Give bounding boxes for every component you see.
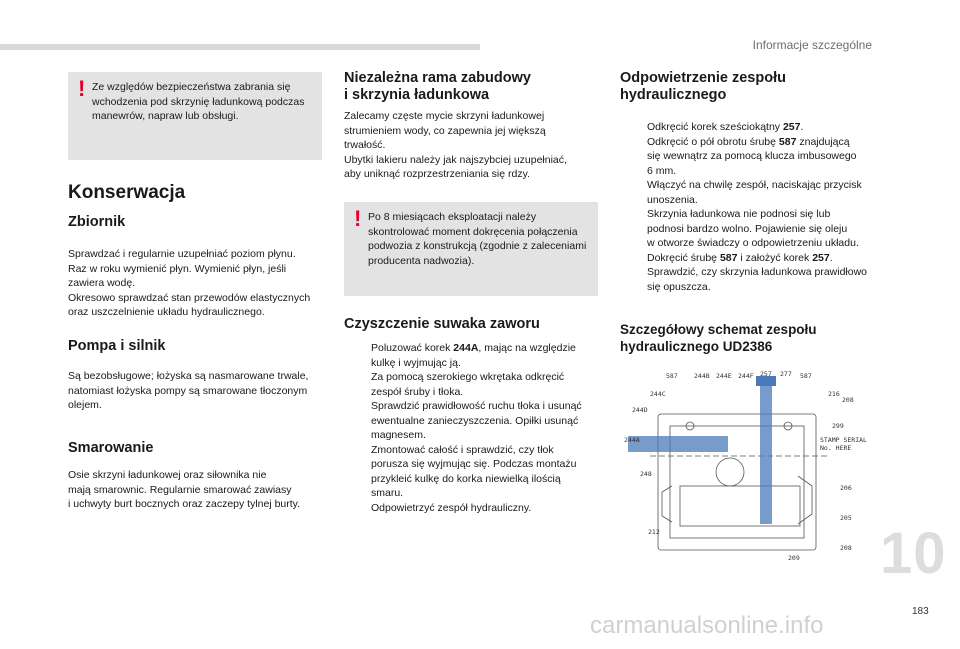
list-item: Włączyć na chwilę zespół, naciskając przycisk unoszenia. [647,179,862,206]
warning-box-torque [344,202,598,296]
paragraph-pompa: Są bezobsługowe; łożyska są nasmarowane trwale, natomiast łożyska pompy są smarowane tłoczonym olejem. [68,370,309,411]
list-item: Odpowietrzyć zespół hydrauliczny. [371,501,532,514]
warning-text: Po 8 miesiącach eksploatacji należy skontrolować moment dokręcenia połączenia podwozia z konstrukcją (zgodnie z zaleceniami producenta nadwozia). [368,211,587,267]
thread-left [662,486,672,522]
heading-rama: Niezależna rama zabudowy i skrzynia ładunkowa [344,70,531,103]
warning-box-safety [68,72,322,160]
heading-schemat: Szczegółowy schemat zespołu hydraulicznego UD2386 [620,322,817,354]
label-244A: 244A [624,436,640,444]
warning-icon: ! [354,206,362,231]
label-244C: 244C [650,390,666,398]
label-206: 206 [840,484,852,492]
warning-text: Ze względów bezpieczeństwa zabrania się wchodzenia pod skrzynię ładunkową podczas manewrów, napraw lub obsługi. [92,81,305,122]
lower-block [680,486,800,526]
chapter-number: 10 [880,521,947,586]
list-item: Poluzować korek 244A, mając na względzie kulkę i wyjmując ją. [371,342,576,369]
list-item: Odkręcić o pół obrotu śrubę 587 znajdującą się wewnątrz za pomocą klucza imbusowego 6 mm. [647,135,857,177]
stamp-line-1: STAMP SERIAL [820,436,867,444]
paragraph-smarowanie: Osie skrzyni ładunkowej oraz siłownika nie mają smarownic. Regularnie smarować zawiasy i uchwyty burt bocznych oraz zaczepy tylnej burty. [68,469,301,510]
label-216: 216 [828,390,840,398]
header-bar [0,44,480,50]
label-244F: 244F [738,372,754,380]
valve-spool [628,436,728,452]
label-587-left: 587 [666,372,678,380]
heading-suwak: Czyszczenie suwaka zaworu [344,316,540,332]
list-item: Odkręcić korek sześciokątny 257. [647,121,804,133]
heading-zbiornik: Zbiornik [68,214,126,230]
hydraulic-diagram [620,366,875,572]
label-244E: 244E [716,372,732,380]
heading-smarowanie: Smarowanie [68,440,154,456]
label-248: 248 [640,470,652,478]
label-257: 257 [760,370,772,378]
list-item: Za pomocą szerokiego wkrętaka odkręcić zespół śruby i tłoka. [371,371,565,398]
list-item: Zmontować całość i sprawdzić, czy tłok porusza się wyjmując się. Podczas montażu przykleić kulkę do korka niewielką ilością smaru. [371,443,577,499]
label-208-bottom: 208 [840,544,852,552]
central-port [716,458,744,486]
housing-outline [658,414,816,550]
page-number: 183 [912,606,929,617]
list-item: Skrzynia ładunkowa nie podnosi się lub podnosi bardzo wolno. Pojawienie się oleju w otworze świadczy o odpowietrzeniu układu. [647,208,859,249]
list-item: Sprawdzić prawidłowość ruchu tłoka i usunąć ewentualne zanieczyszczenia. Opiłki usunąć magnesem. [371,400,582,441]
label-587-right: 587 [800,372,812,380]
label-299: 299 [832,422,844,430]
label-205: 205 [840,514,852,522]
bleed-screw [760,384,772,524]
label-212: 212 [648,528,660,536]
label-209: 209 [788,554,800,562]
list-odpowietrzenie [620,120,880,294]
heading-pompa: Pompa i silnik [68,338,166,354]
section-title: Informacje szczególne [752,38,872,52]
list-suwak [344,341,604,515]
watermark: carmanualsonline.info [590,612,824,639]
list-item: Dokręcić śrubę 587 i założyć korek 257. Sprawdzić, czy skrzynia ładunkowa prawidłowo się opuszcza. [647,251,868,293]
label-244D: 244D [632,406,648,414]
section-heading-konserwacja: Konserwacja [68,182,186,203]
label-244B: 244B [694,372,710,380]
heading-odpowietrzenie: Odpowietrzenie zespołu hydraulicznego [620,70,786,103]
paragraph-rama: Zalecamy częste mycie skrzyni ładunkowej strumieniem wody, co zapewnia jej większą trwałość. Ubytki lakieru należy jak najszybciej uzupełniać, aby uniknąć rozprzestrzeniania się rdzy. [344,110,567,180]
label-277: 277 [780,370,792,378]
stamp-line-2: No. HERE [820,444,852,452]
warning-icon: ! [78,76,86,101]
label-208-top: 208 [842,396,854,404]
paragraph-zbiornik: Sprawdzać i regularnie uzupełniać poziom płynu. Raz w roku wymienić płyn. Wymienić płyn, jeśli zawiera wodę. Okresowo sprawdzać stan przewodów elastycznych oraz uszczelnienie układu hydraulicznego. [68,248,311,318]
